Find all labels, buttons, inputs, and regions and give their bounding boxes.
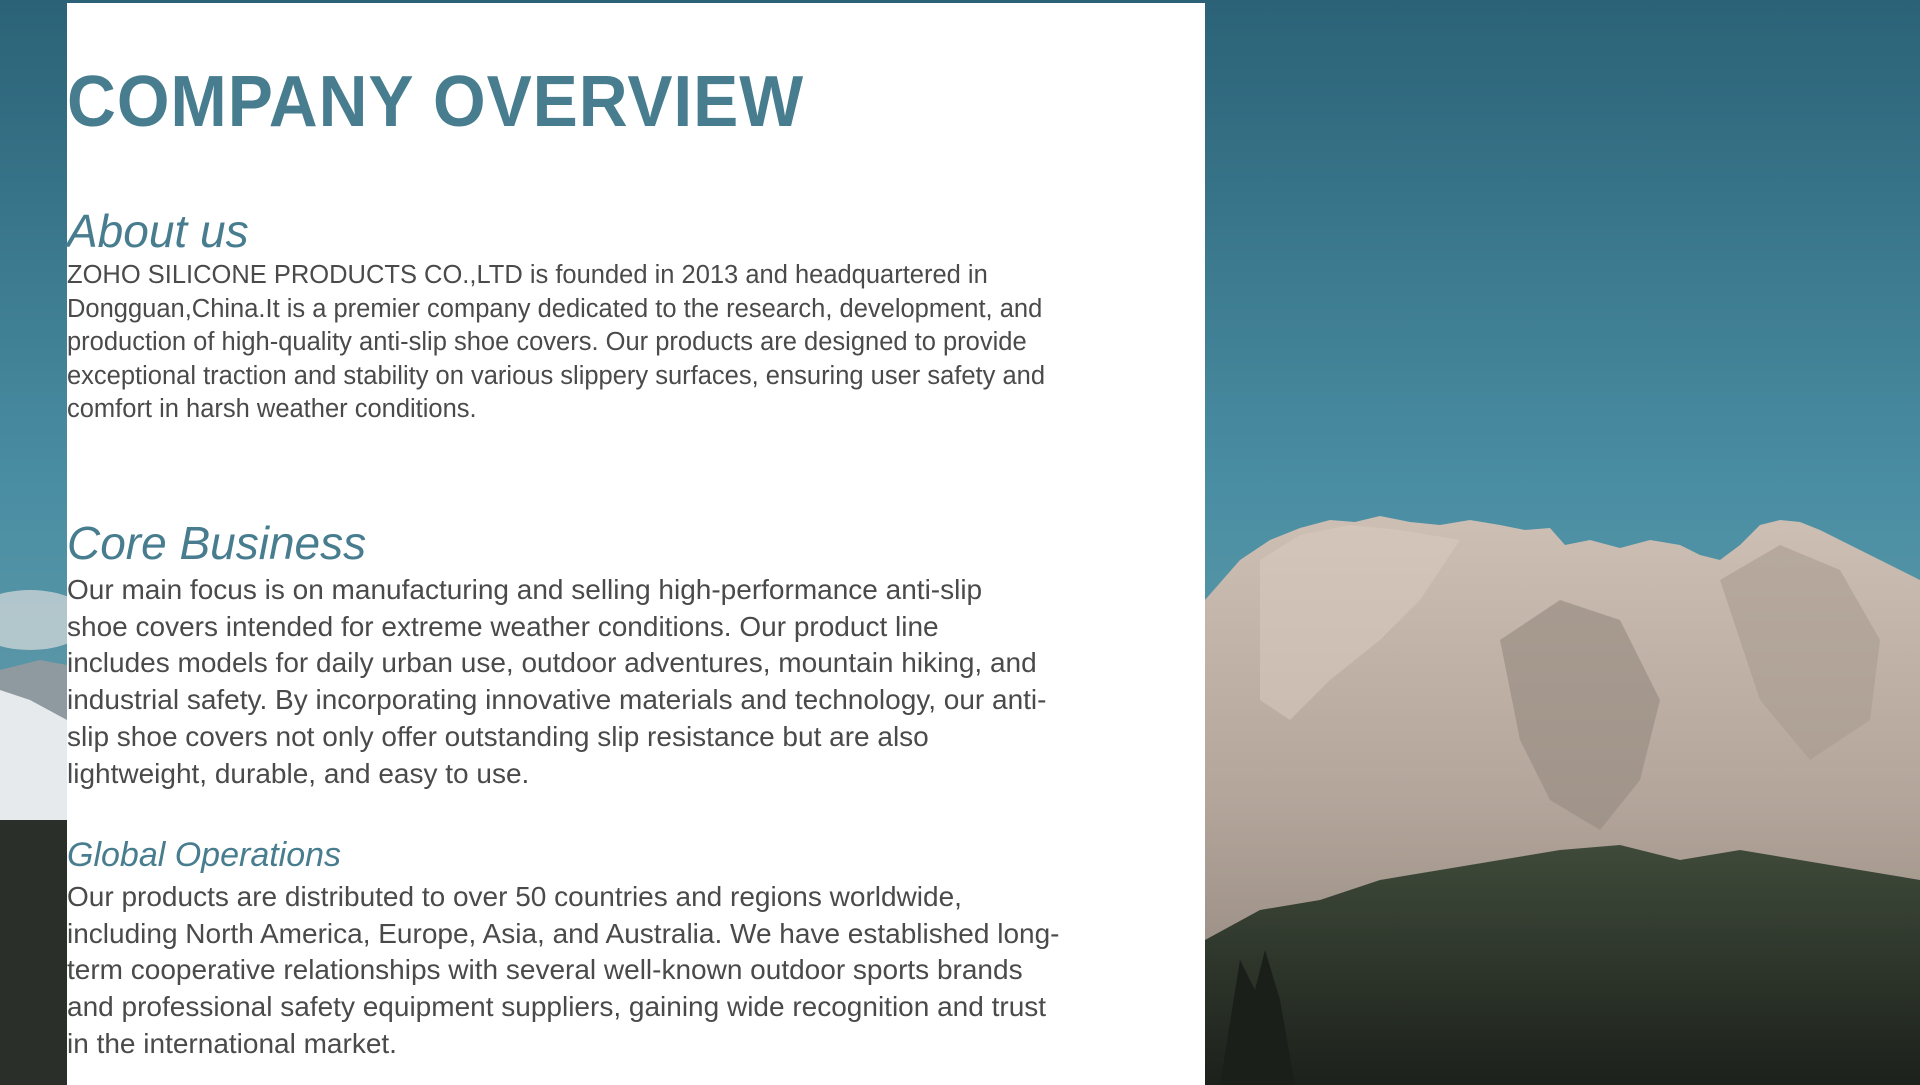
page-title: COMPANY OVERVIEW	[67, 62, 805, 142]
core-business-heading: Core Business	[67, 517, 367, 569]
global-operations-body: Our products are distributed to over 50 countries and regions worldwide, including North America, Europe, Asia, and Australia. We have established long-term cooperative relationships with several well-known outdoor sports brands and professional safety equipment suppliers, gaining wide recognition and trust in the international market.	[67, 881, 1060, 1059]
global-operations-heading: Global Operations	[67, 836, 342, 874]
core-business-body: Our main focus is on manufacturing and selling high-performance anti-slip shoe covers intended for extreme weather conditions. Our product line includes models for daily urban use, outdoor adventures, mountain hiking, and industrial safety. By incorporating innovative materials and technology, our anti-slip shoe covers not only offer outstanding slip resistance but are also lightweight, durable, and easy to use.	[67, 574, 1047, 789]
about-us-body: ZOHO SILICONE PRODUCTS CO.,LTD is founded in 2013 and headquartered in Dongguan,China.It is a premier company dedicated to the research, development, and production of high-quality anti-slip shoe covers. Our products are designed to provide exceptional traction and stability on various slippery surfaces, ensuring user safety and comfort in harsh weather conditions.	[67, 261, 1046, 423]
about-us-heading: About us	[67, 205, 249, 257]
